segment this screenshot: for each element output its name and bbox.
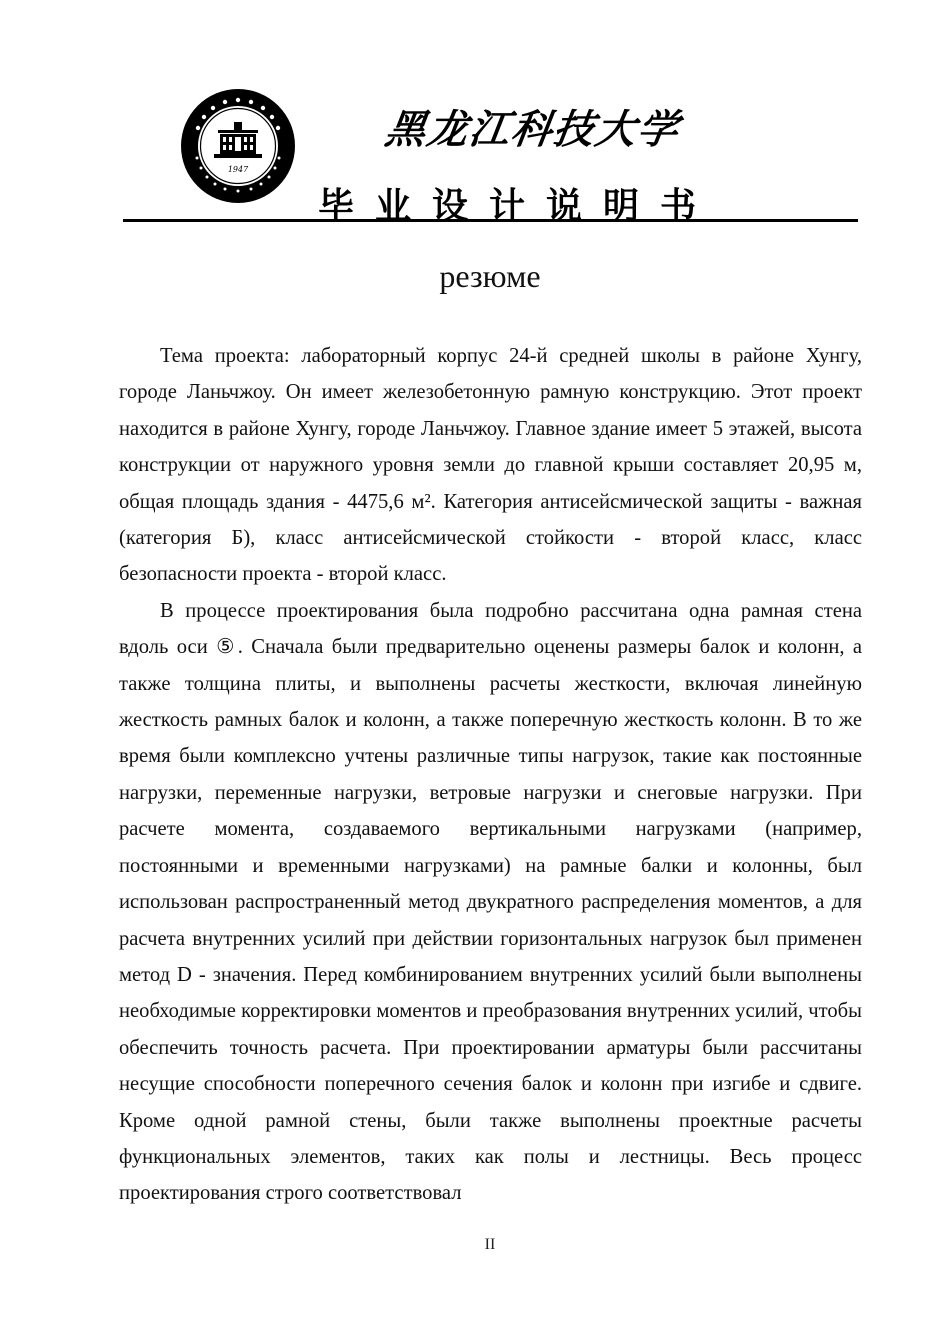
document-type-title: 毕业设计说明书 (318, 186, 718, 227)
section-title: резюме (439, 258, 541, 294)
university-name: 黑龙江科技大学 (382, 106, 683, 153)
paragraph: Тема проекта: лабораторный корпус 24-й средней школы в районе Хунгу, городе Ланьчжоу. Он имеет железобетонную рамную конструкцию. Этот проект находится в районе Хунгу, городе Ланьчжоу. Главное здание имеет 5 этажей, высота конструкции от наружного уровня земли до главной крыши составляет 20,95 м, общая площадь здания - 4475,6 м². Категория антисейсмической защиты - важная (категория Б), класс антисейсмической стойкости - второй класс, класс безопасности проекта - второй класс. (119, 345, 862, 586)
document-header (0, 0, 950, 230)
page-number: II (484, 1236, 496, 1253)
paragraph: В процессе проектирования была подробно рассчитана одна рамная стена вдоль оси ⑤. Сначала были предварительно оценены размеры балок и колонн, а также толщина плиты, и выполнены расчеты жесткости, включая линейную жесткость рамных балок и колонн, а также поперечную жесткость колонн. В то же время были комплексно учтены различные типы нагрузок, такие как постоянные нагрузки, переменные нагрузки, ветровые нагрузки и снеговые нагрузки. При расчете момента, создаваемого вертикальными нагрузками (например, постоянными и временными нагрузками) на рамные балки и колонны, был использован распространенный метод двукратного распределения моментов, а для расчета внутренних усилий при действии горизонтальных нагрузок был применен метод D - значения. Перед комбинированием внутренних усилий были выполнены необходимые корректировки моментов и преобразования внутренних усилий, чтобы обеспечить точность расчета. При проектировании арматуры были рассчитаны несущие способности поперечного сечения балок и колонн при изгибе и сдвиге. Кроме одной рамной стены, были также выполнены проектные расчеты функциональных элементов, таких как полы и лестницы. Весь процесс проектирования строго соответствовал (119, 599, 862, 1205)
seal-year: 1947 (227, 165, 249, 174)
header-divider (123, 219, 858, 222)
abstract-body (119, 338, 862, 1212)
university-seal-logo (180, 88, 296, 204)
